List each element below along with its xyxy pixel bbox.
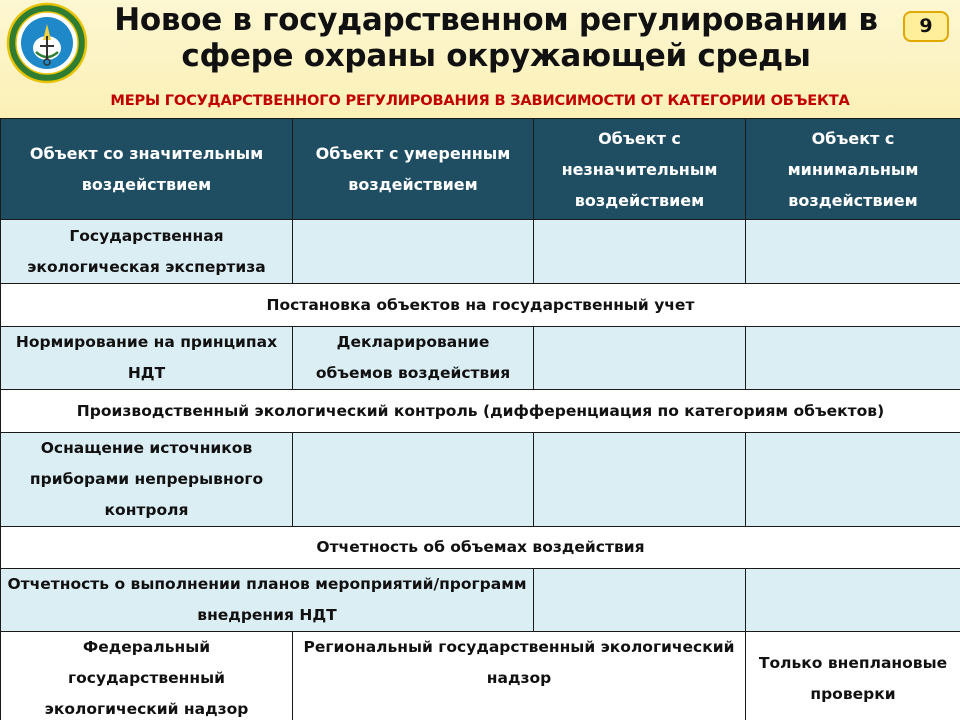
empty-cell (746, 220, 960, 284)
slide-title (92, 2, 900, 74)
regulation-measures-table (0, 118, 960, 720)
empty-cell (293, 433, 534, 527)
cell-production-control: Производственный экологический контроль (дифференциация по категориям объектов) (1, 390, 960, 433)
table-row (1, 284, 960, 327)
cell-continuous-monitoring-equipment: Оснащение источников приборами непрерывного контроля (1, 433, 293, 527)
slide-title-line-1: Новое в государственном регулировании в (114, 2, 878, 38)
table-header-row (1, 119, 960, 220)
slide-header (0, 0, 960, 118)
slide-subtitle: МЕРЫ ГОСУДАРСТВЕННОГО РЕГУЛИРОВАНИЯ В ЗАВИСИМОСТИ ОТ КАТЕГОРИИ ОБЪЕКТА (110, 92, 850, 109)
column-header-significant: Объект со значительным воздействием (1, 119, 293, 220)
page-number-badge: 9 (903, 11, 949, 42)
ecological-service-emblem-icon (6, 2, 88, 84)
cell-impact-reporting: Отчетность об объемах воздействия (1, 527, 960, 569)
table-row (1, 433, 960, 527)
cell-regional-supervision: Региональный государственный экологический надзор (293, 632, 746, 720)
table-row (1, 569, 960, 632)
empty-cell (534, 220, 746, 284)
table-row (1, 632, 960, 720)
empty-cell (746, 569, 960, 632)
cell-plans-reporting: Отчетность о выполнении планов мероприятий/программ внедрения НДТ (1, 569, 534, 632)
empty-cell (293, 220, 534, 284)
empty-cell (534, 327, 746, 390)
empty-cell (534, 433, 746, 527)
table-row (1, 390, 960, 433)
table-row (1, 220, 960, 284)
cell-state-expertise: Государственная экологическая экспертиза (1, 220, 293, 284)
cell-federal-supervision: Федеральный государственный экологический надзор (1, 632, 293, 720)
cell-unscheduled-inspections: Только внеплановые проверки (746, 632, 960, 720)
empty-cell (746, 327, 960, 390)
cell-impact-declaration: Декларирование объемов воздействия (293, 327, 534, 390)
column-header-moderate: Объект с умеренным воздействием (293, 119, 534, 220)
table-row (1, 527, 960, 569)
cell-state-registration: Постановка объектов на государственный учет (1, 284, 960, 327)
empty-cell (534, 569, 746, 632)
cell-bat-rationing: Нормирование на принципах НДТ (1, 327, 293, 390)
column-header-minimal: Объект с минимальным воздействием (746, 119, 960, 220)
table-row (1, 327, 960, 390)
slide-title-line-2: сфере охраны окружающей среды (181, 38, 811, 74)
column-header-insignificant: Объект с незначительным воздействием (534, 119, 746, 220)
empty-cell (746, 433, 960, 527)
